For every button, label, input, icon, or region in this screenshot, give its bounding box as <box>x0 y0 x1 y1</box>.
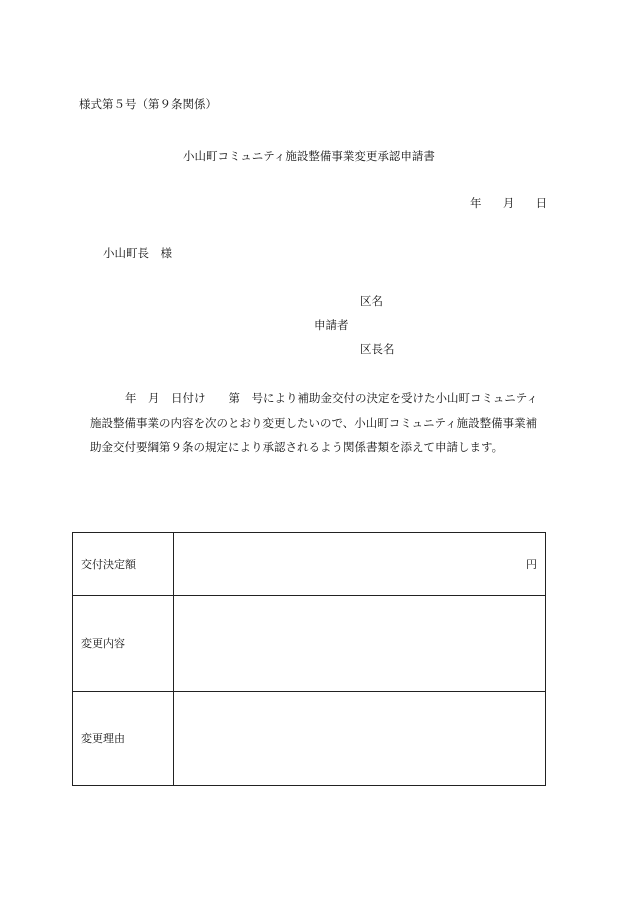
body-text-line-1: 年 月 日付け 第 号により補助金交付の決定を受けた小山町コミュニティ <box>125 391 538 405</box>
date-year-label: 年 <box>470 196 482 210</box>
body-text-line-3: 助金交付要綱第９条の規定により承認されるよう関係書類を添えて申請します。 <box>90 440 504 454</box>
applicant-label: 申請者 <box>314 318 349 332</box>
table-row-grant-amount <box>73 533 546 596</box>
grant-amount-label: 交付決定額 <box>73 533 174 596</box>
change-content-label: 変更内容 <box>73 596 174 691</box>
grant-amount-field[interactable]: 円 <box>174 533 546 596</box>
body-text-line-2: 施設整備事業の内容を次のとおり変更したいので、小山町コミュニティ施設整備事業補 <box>90 416 538 430</box>
district-head-label: 区長名 <box>360 342 395 356</box>
change-reason-label: 変更理由 <box>73 691 174 785</box>
change-reason-field[interactable] <box>174 691 546 785</box>
change-content-field[interactable] <box>174 596 546 691</box>
date-month-label: 月 <box>502 196 515 210</box>
addressee: 小山町長 様 <box>103 246 172 260</box>
form-number: 様式第５号（第９条関係） <box>79 97 217 111</box>
date-line <box>470 198 547 210</box>
date-day-label: 日 <box>535 196 548 210</box>
table-row-change-reason <box>73 691 546 785</box>
table-row-change-content <box>73 596 546 691</box>
application-table <box>72 532 546 786</box>
document-title: 小山町コミュニティ施設整備事業変更承認申請書 <box>183 149 435 163</box>
district-name-label: 区名 <box>360 294 383 308</box>
